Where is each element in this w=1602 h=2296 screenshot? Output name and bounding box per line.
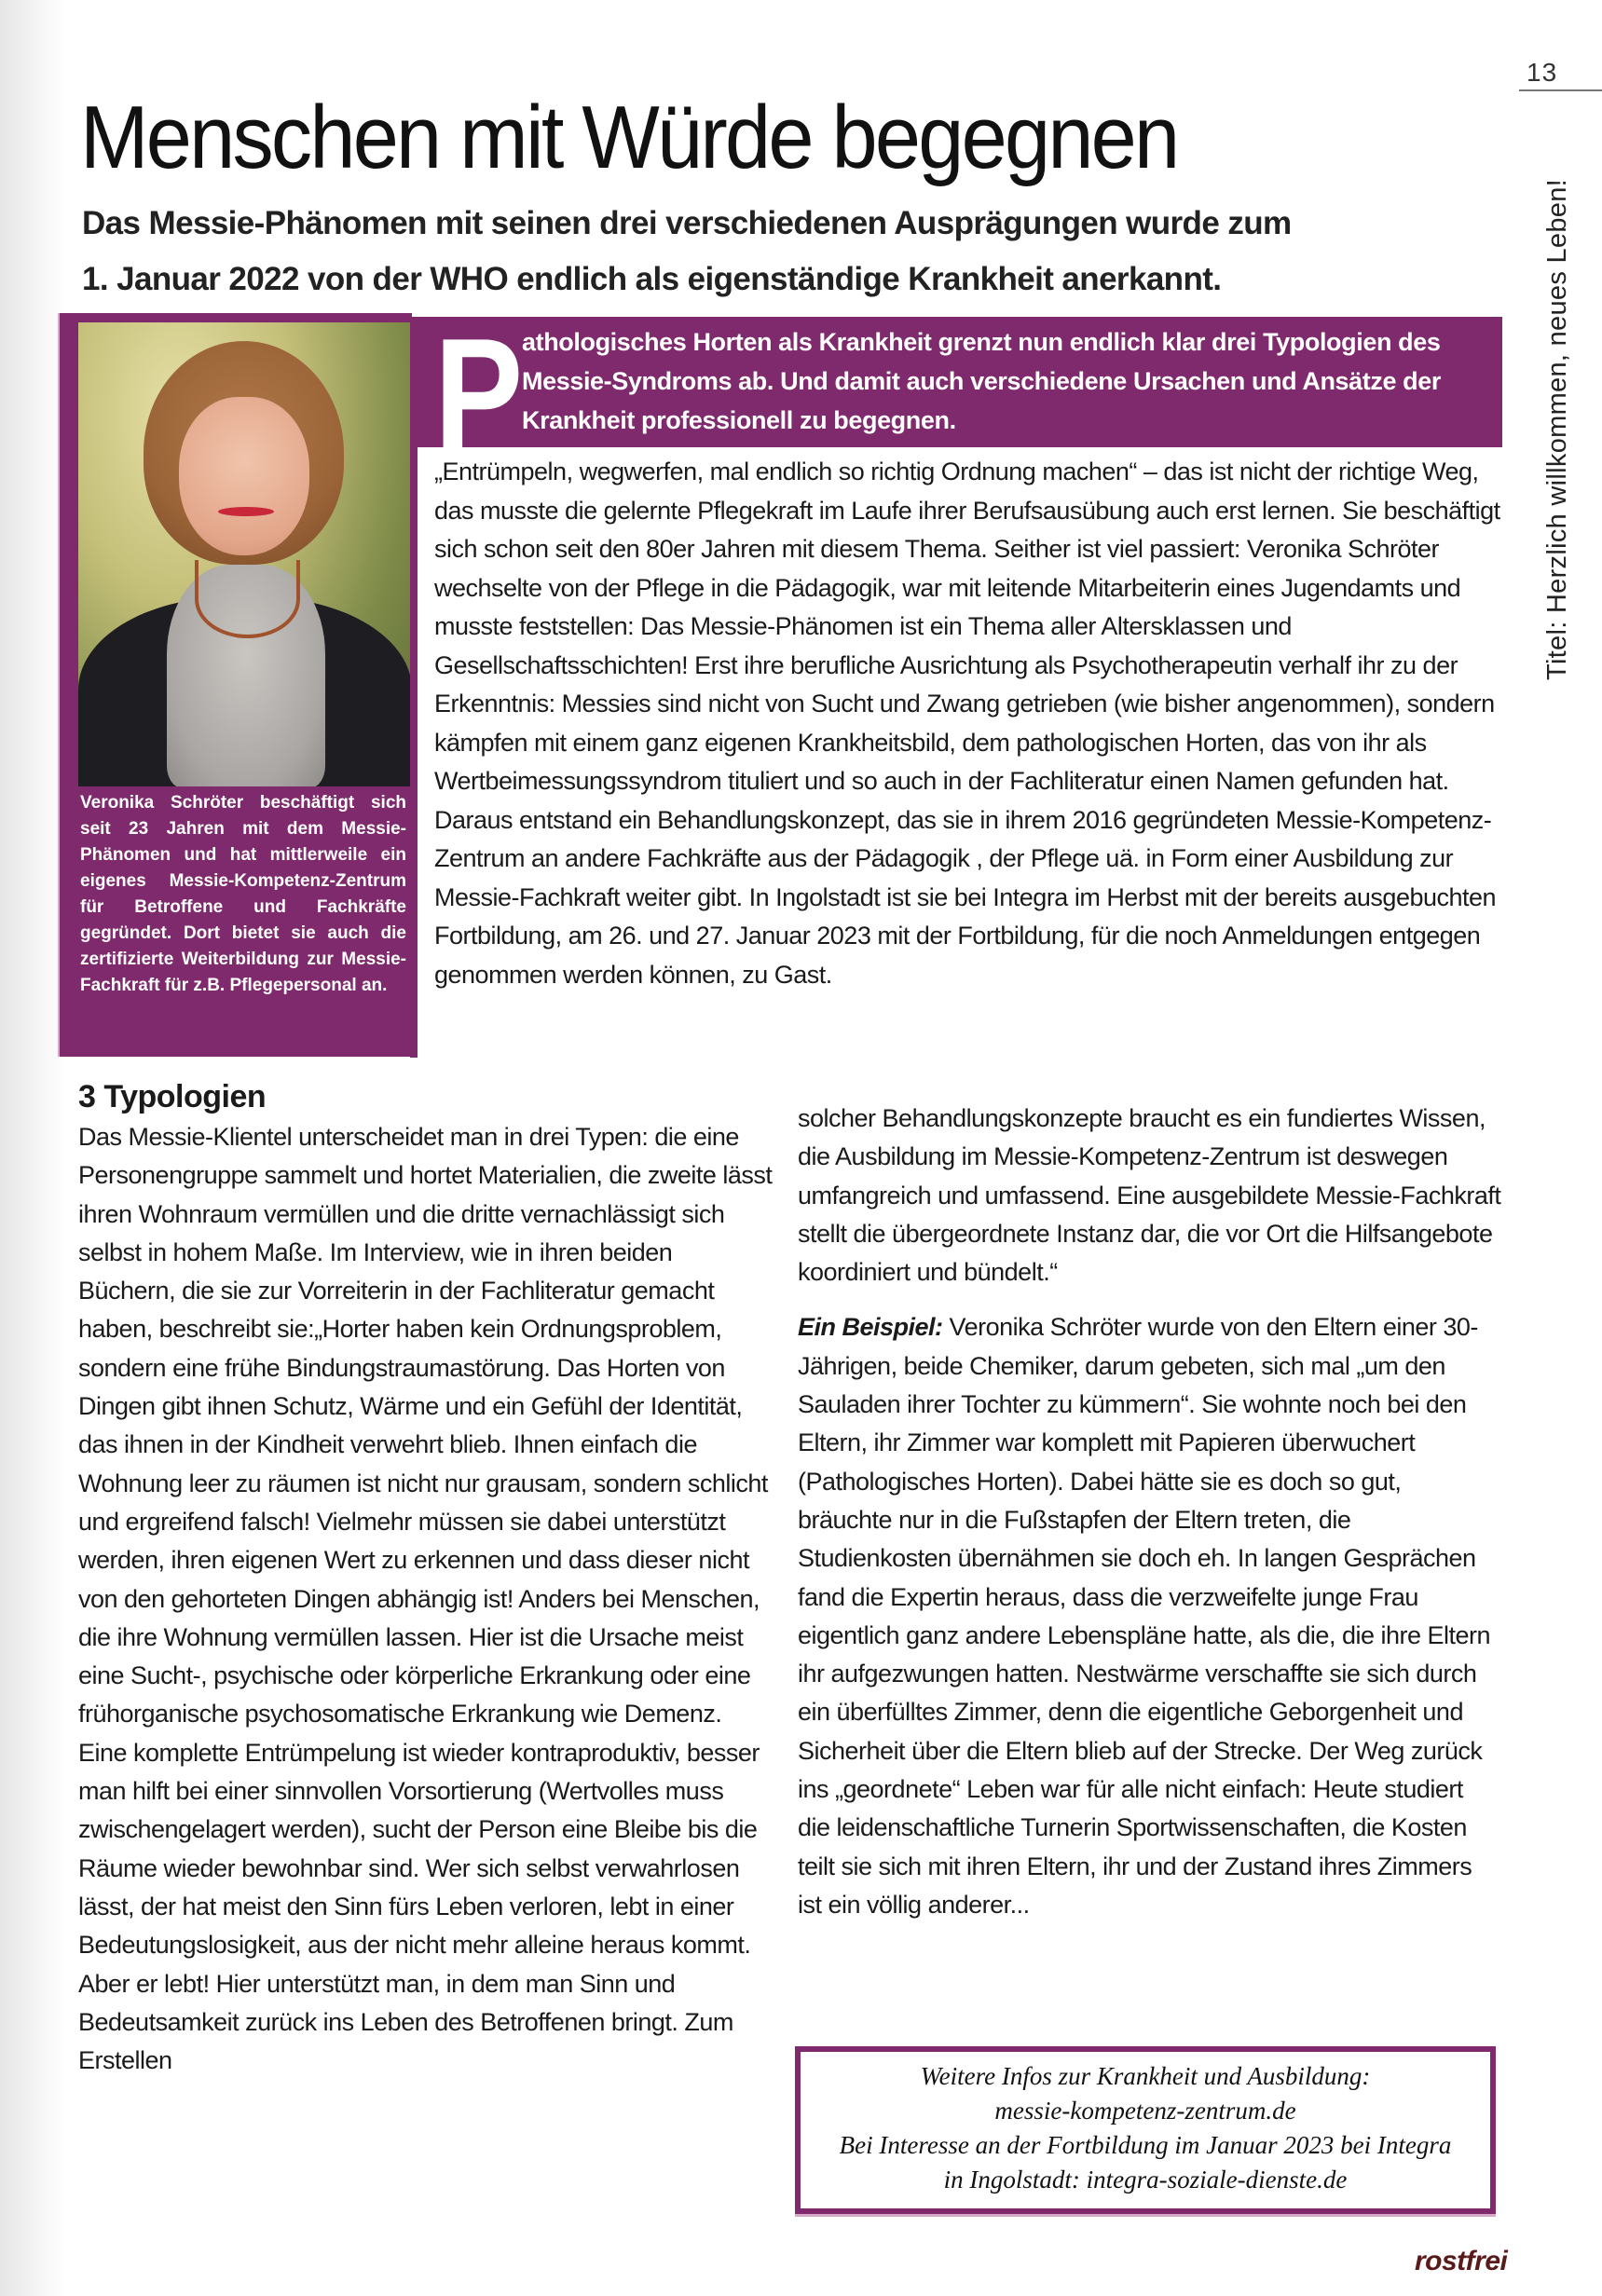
running-title: Titel: Herzlich willkommen, neues Leben! [1542, 179, 1572, 680]
page-gutter-shadow [0, 0, 65, 2296]
example-paragraph [798, 1308, 1501, 1924]
brand-logo: rostfrei [1415, 2246, 1508, 2276]
info-box [795, 2046, 1496, 2214]
subhead-line: Das Messie-Phänomen mit seinen drei verschiedenen Ausprägungen wurde zum [82, 205, 1292, 241]
page-number-rule [1519, 89, 1602, 91]
left-column [78, 1118, 773, 2080]
example-text: Veronika Schröter wurde von den Eltern einer 30-Jährigen, beide Chemiker, darum gebeten, sich mal „um den Sauladen ihrer Tochter zu kümmern“. Sie wohnte noch bei den Eltern, ihr Zimmer war komplett mit Papieren überwuchert (Pathologisches Horten). Dabei hätte sie es doch so gut, bräuchte nur in die Fußstapfen der Eltern treten, die Studienkosten übernähmen sie doch eh. In langen Gesprächen fand die Expertin heraus, dass die verzweifelte junge Frau eigentlich ganz andere Lebenspläne hatte, als die, die ihre Eltern ihr aufgezwungen hatten. Nestwärme verschaffte sie sich durch ein überfülltes Zimmer, denn die eigentliche Geborgenheit und Sicherheit über die Eltern blieb auf der Strecke. Der Weg zurück ins „geordnete“ Leben war für alle nicht einfach: Heute studiert die leidenschaftliche Turnerin Sportwissenschaften, die Kosten teilt sie sich mit ihren Eltern, ihr und der Zustand ihres Zimmers ist ein völlig anderer... [798, 1313, 1491, 1919]
dropcap: P [434, 306, 522, 481]
article-headline: Menschen mit Würde begegnen [80, 88, 1178, 187]
info-link-integra[interactable]: in Ingolstadt: integra-soziale-dienste.de [943, 2166, 1348, 2194]
lead-paragraph: „Entrümpeln, wegwerfen, mal endlich so richtig Ordnung machen“ – das ist nicht der richtige Weg, das musste die gelernte Pflegekraft im Laufe ihrer Berufsausübung auch erst lernen. Sie beschäftigt sich schon seit den 80er Jahren mit diesem Thema. Seither ist viel passiert: Veronika Schröter wechselte von der Pflege in die Pädagogik, war mit leitende Mitarbeiterin eines Jugendamts und musste feststellen: Das Messie-Phänomen ist ein Thema aller Altersklassen und Gesellschaftsschichten! Erst ihre berufliche Ausrichtung als Psychotherapeutin verhalf ihr zu der Erkenntnis: Messies sind nicht von Sucht und Zwang getrieben (wie bisher angenommen), sondern kämpfen mit einem ganz eigenen Krankheitsbild, dem pathologischen Horten, das von ihr als Wertbeimessungssyndrom tituliert und so auch in der Fachliteratur einen Namen gefunden hat. Daraus entstand ein Behandlungskonzept, das sie in ihrem 2016 gegründeten Messie-Kompetenz-Zentrum an andere Fachkräfte aus der Pädagogik , der Pflege uä. in Form einer Ausbildung zur Messie-Fachkraft weiter gibt. In Ingolstadt ist sie bei Integra im Herbst mit der bereits ausgebuchten Fortbildung, am 26. und 27. Januar 2023 mit der Fortbildung, für die noch Anmeldungen entgegen genommen werden können, zu Gast. [434, 458, 1500, 989]
portrait-necklace [195, 560, 300, 638]
portrait-photo [78, 322, 412, 786]
section-heading: 3 Typologien [78, 1079, 267, 1114]
left-column-paragraph: Das Messie-Klientel unterscheidet man in drei Typen: die eine Personengruppe sammelt und hortet Materialien, die zweite lässt ihren Wohnraum vermüllen und die dritte vernachlässigt sich selbst in hohem Maße. Im Interview, wie in ihren beiden Büchern, die sie zur Vorreiterin in der Fachliteratur gemacht haben, beschreibt sie:„Horter haben kein Ordnungsproblem, sondern eine frühe Bindungstraumastörung. Das Horten von Dingen gibt ihnen Schutz, Wärme und ein Gefühl der Identität, das ihnen in der Kindheit verwehrt blieb. Ihnen einfach die Wohnung leer zu räumen ist nicht nur grausam, sondern schlicht und ergreifend falsch! Vielmehr müssen sie dabei unterstützt werden, ihren eigenen Wert zu erkennen und dass dieser nicht von den gehorteten Dingen abhängig ist! Anders bei Menschen, die ihre Wohnung vermüllen lassen. Hier ist die Ursache meist eine Sucht-, psychische oder körperliche Erkrankung oder eine frühorganische psychosomatische Erkrankung wie Demenz. Eine komplette Entrümpelung ist wieder kontraproduktiv, besser man hilft bei einer sinnvollen Vorsortierung (Wertvolles muss zwischengelagert werden), sucht der Person eine Bleibe bis die Räume wieder bewohnbar sind. Wer sich selbst verwahrlosen lässt, der hat meist den Sinn fürs Leben verloren, lebt in einer Bedeutungslosigkeit, aus der nicht mehr alleine heraus kommt. Aber er lebt! Hier unterstützt man, in dem man Sinn und Bedeutsamkeit zurück ins Leben des Betroffenen bringt. Zum Erstellen [78, 1123, 773, 2075]
example-label: Ein Beispiel: [798, 1313, 943, 1342]
page-number: 13 [1527, 58, 1558, 87]
info-line: Weitere Infos zur Krankheit und Ausbildung: [920, 2062, 1371, 2090]
subhead-line: 1. Januar 2022 von der WHO endlich als eigenständige Krankheit anerkannt. [82, 261, 1222, 297]
intro-left-border [410, 447, 418, 1058]
right-column-continuation: solcher Behandlungskonzepte braucht es ein fundiertes Wissen, die Ausbildung im Messie-Kompetenz-Zentrum ist deswegen umfangreich und umfassend. Eine ausgebildete Messie-Fachkraft stellt die übergeordnete Instanz dar, die vor Ort die Hilfsangebote koordiniert und bündelt.“ [798, 1104, 1501, 1287]
portrait-face [179, 397, 309, 555]
photo-caption: Veronika Schröter beschäftigt sich seit 23 Jahren mit dem Messie-Phänomen und hat mittlerweile ein eigenes Messie-Kompetenz-Zentrum für Betroffene und Fachkräfte gegründet. Dort bietet sie auch die zertifizierte Weiterbildung zur Messie-Fachkraft für z.B. Pflegepersonal an. [80, 793, 406, 995]
info-link-messie-kompetenz-zentrum[interactable]: messie-kompetenz-zentrum.de [994, 2097, 1296, 2125]
paragraph-gap [798, 1292, 1501, 1308]
article-subhead [82, 196, 1480, 308]
lead-body [434, 453, 1506, 994]
right-column [798, 1100, 1501, 1924]
intro-text: athologisches Horten als Krankheit grenzt nun endlich klar drei Typologien des Messie-Syndroms ab. Und damit auch verschiedene Ursachen und Ansätze der Krankheit professionell zu begegnen. [522, 328, 1441, 434]
portrait-lips [218, 507, 274, 516]
info-line: Bei Interesse an der Fortbildung im Januar 2023 bei Integra [839, 2131, 1452, 2159]
